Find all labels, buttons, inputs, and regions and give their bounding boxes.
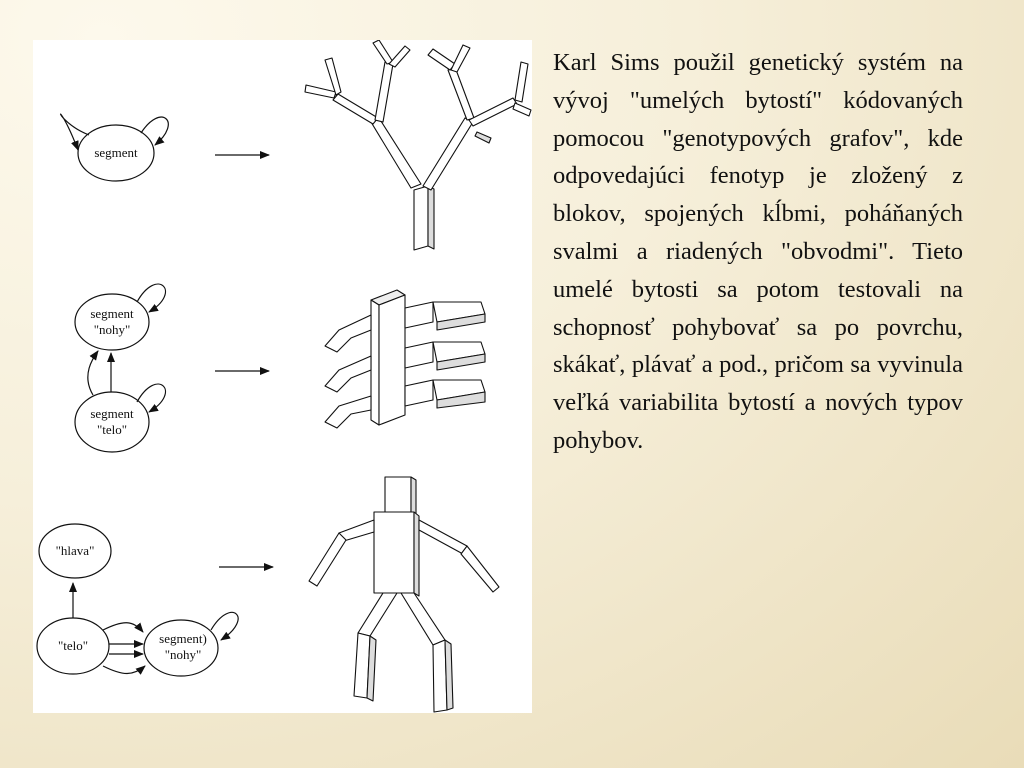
node-label: "telo" [96, 422, 128, 437]
figure-drawing [33, 40, 532, 713]
node-label: "hlava" [55, 543, 95, 558]
phenotype-tree [305, 40, 531, 250]
edge-arrow [103, 623, 143, 632]
node-label: "nohy" [164, 647, 202, 662]
phenotype-legged-creature [325, 290, 485, 428]
genotype-phenotype-figure [33, 40, 532, 713]
body-paragraph: Karl Sims použil genetický systém na vývoj "umelých bytostí" kódovaných pomocou "genotypových grafov", kde odpovedajúci fenotyp je zložený z blokov, spojených kĺbmi, poháňaných svalmi a riadených "obvodmi". Tieto umelé bytosti sa potom testovali na schopnosť pohybovať sa po povrchu, skákať, plávať a pod., pričom sa vyvinula veľká variabilita bytostí a nových typov pohybov. [553, 49, 963, 454]
node-label: segment [94, 145, 138, 160]
node-label: segment) [159, 631, 207, 646]
edge-arrow [103, 666, 145, 674]
node-label: "telo" [57, 638, 89, 653]
node-label: segment [90, 406, 134, 421]
slide-text [553, 44, 963, 460]
phenotype-humanoid [309, 477, 499, 712]
node-label: "nohy" [93, 322, 131, 337]
node-label: segment [90, 306, 134, 321]
edge-arrow [88, 351, 98, 395]
